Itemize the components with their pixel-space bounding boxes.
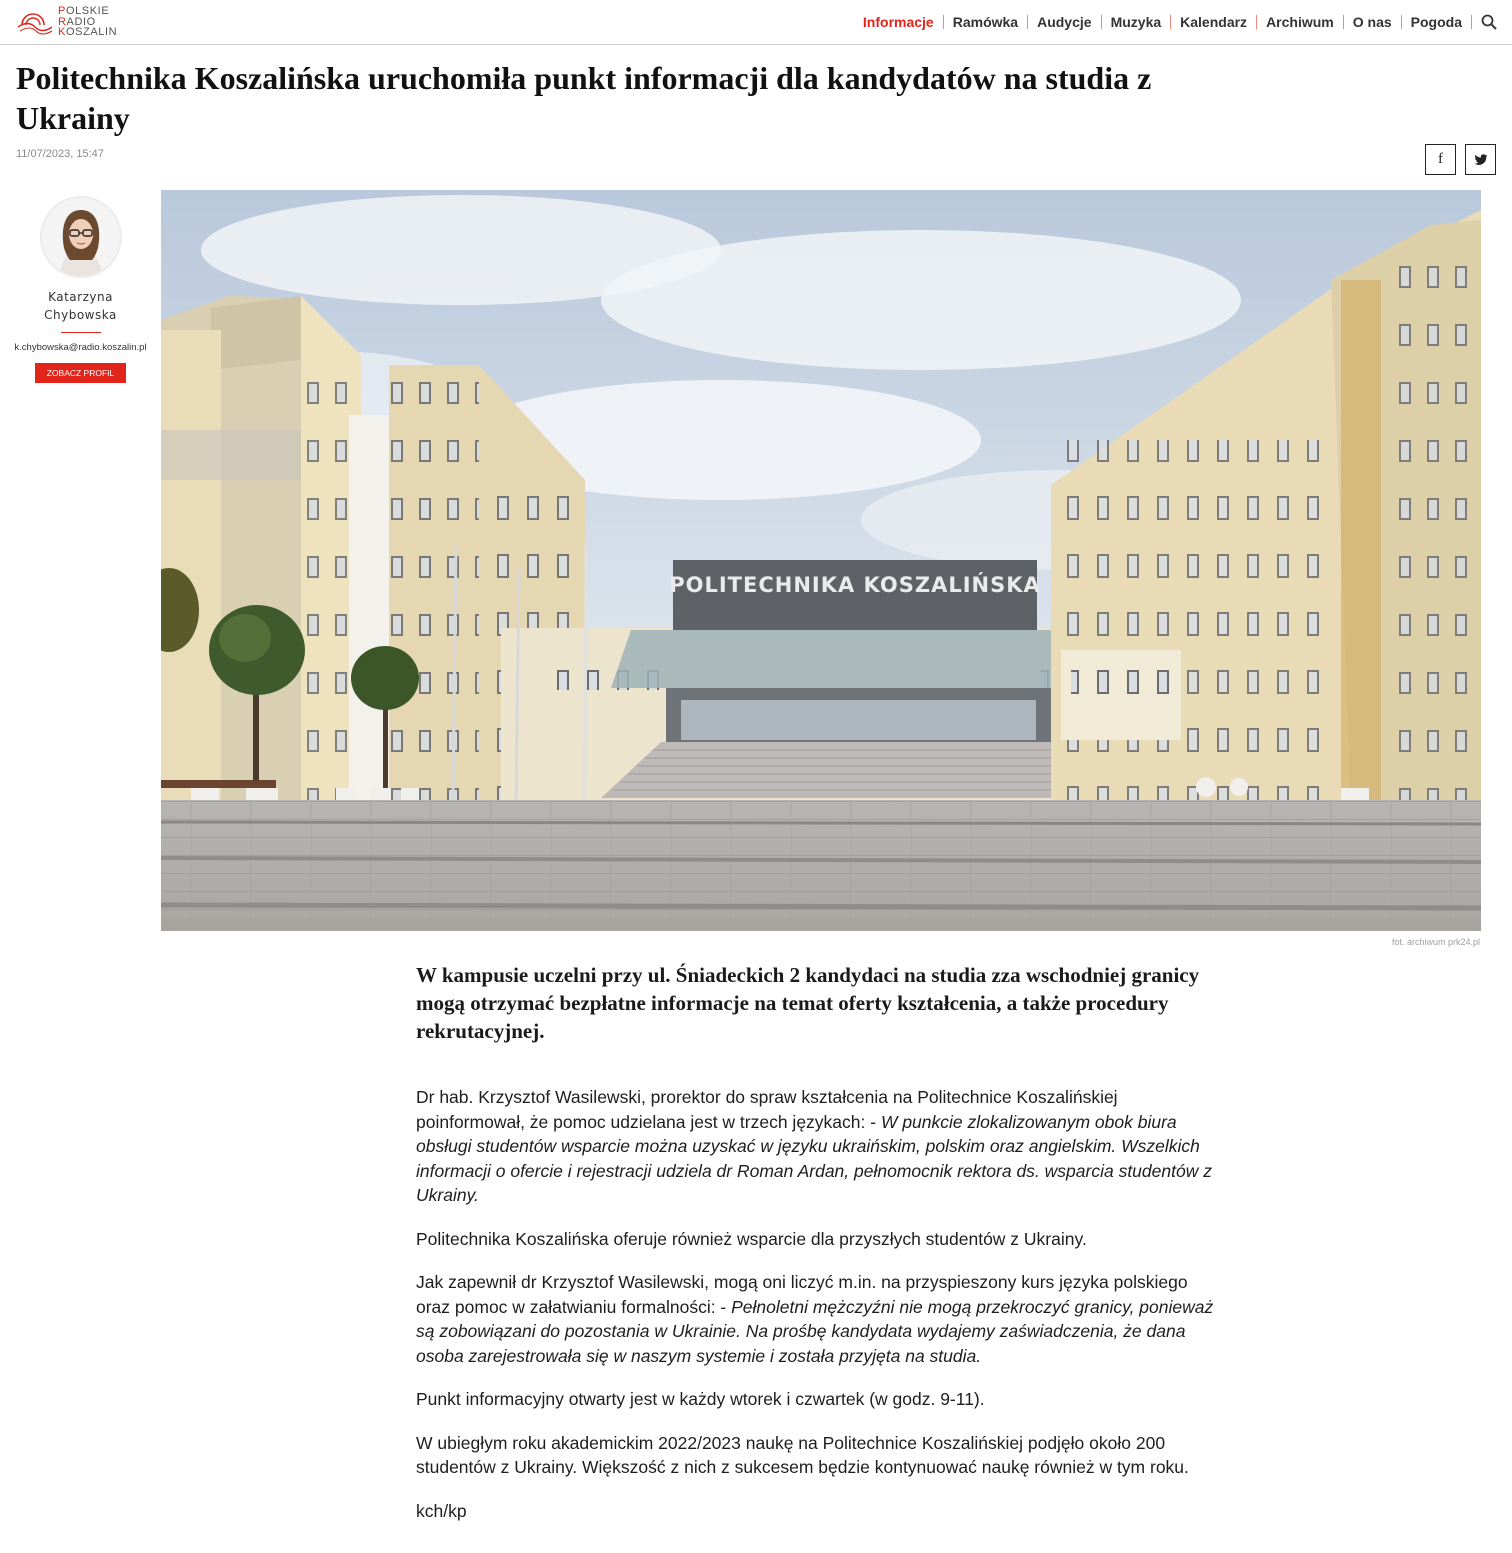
article-photo bbox=[161, 190, 1481, 931]
paragraph-1 bbox=[416, 1085, 1226, 1208]
paragraph-quote: Pełnoletni mężczyźni nie mogą przekroczyć granicy, ponieważ są zobowiązani do pozostania w Ukrainie. Na prośbę kandydata wydajemy zaświadczenia, że dana osoba zarejestrowała się w naszym systemie i została przyjęta na studia. bbox=[416, 1296, 1214, 1366]
logo-line-1: POLSKIE bbox=[58, 5, 110, 18]
nav-item-informacje[interactable]: Informacje bbox=[862, 14, 934, 30]
radio-wave-logo-icon bbox=[16, 5, 54, 39]
photo-credit: fot. archiwum prk24.pl bbox=[1391, 937, 1480, 947]
author-portrait bbox=[42, 198, 120, 276]
nav-item-ramowka[interactable]: Ramówka bbox=[952, 14, 1019, 30]
author-divider bbox=[61, 332, 101, 333]
paragraph-5 bbox=[416, 1431, 1226, 1480]
author-card bbox=[10, 196, 151, 383]
nav-item-kalendarz[interactable]: Kalendarz bbox=[1180, 14, 1248, 30]
paragraph-2 bbox=[416, 1227, 1226, 1252]
campus-building-image bbox=[161, 190, 1481, 931]
logo-wordmark bbox=[58, 6, 117, 38]
author-avatar[interactable] bbox=[40, 196, 122, 278]
nav-item-muzyka[interactable]: Muzyka bbox=[1110, 14, 1162, 30]
building-sign: POLITECHNIKA KOSZALIŃSKA bbox=[669, 573, 1041, 597]
article-lead: W kampusie uczelni przy ul. Śniadeckich 2 kandydaci na studia zza wschodniej granicy mogą otrzymać bezpłatne informacje na temat oferty kształcenia, a także procedury rekrutacyjnej. bbox=[416, 963, 1200, 1043]
logo-line-2: RADIO bbox=[58, 15, 96, 28]
twitter-bird-icon bbox=[1474, 154, 1488, 166]
author-initials: kch/kp bbox=[416, 1500, 467, 1521]
facebook-share-button[interactable] bbox=[1425, 144, 1456, 175]
author-last-name: Chybowska bbox=[44, 308, 117, 322]
nav-item-audycje[interactable]: Audycje bbox=[1037, 14, 1092, 30]
article-date: 11/07/2023, 15:47 bbox=[16, 148, 104, 160]
site-logo[interactable] bbox=[16, 5, 117, 39]
paragraph-text: Punkt informacyjny otwarty jest w każdy wtorek i czwartek (w godz. 9-11). bbox=[416, 1389, 985, 1409]
nav-item-o-nas[interactable]: O nas bbox=[1352, 14, 1392, 30]
paragraph-text: Politechnika Koszalińska oferuje również wsparcie dla przyszłych studentów z Ukrainy. bbox=[416, 1228, 1087, 1249]
search-icon bbox=[1481, 14, 1497, 30]
logo-line-3: KOSZALIN bbox=[58, 26, 118, 39]
paragraph-text: W ubiegłym roku akademickim 2022/2023 naukę na Politechnice Koszalińskiej podjęło około 200 studentów z Ukrainy. Większość z nich z sukcesem będzie kontynuować naukę również w tym roku. bbox=[416, 1432, 1189, 1477]
paragraph-text: Dr hab. Krzysztof Wasilewski, prorektor do spraw kształcenia na Politechnice Koszalińskiej poinformował, że pomoc udzielana jest w trzech językach: - bbox=[416, 1087, 1118, 1132]
paragraph-4 bbox=[416, 1387, 1226, 1412]
facebook-icon: f bbox=[1438, 151, 1443, 167]
author-name[interactable] bbox=[10, 288, 151, 324]
view-profile-button[interactable]: ZOBACZ PROFIL bbox=[35, 363, 127, 383]
nav-item-pogoda[interactable]: Pogoda bbox=[1410, 14, 1462, 30]
author-email[interactable]: k.chybowska@radio.koszalin.pl bbox=[14, 342, 147, 353]
paragraph-3 bbox=[416, 1270, 1226, 1368]
article-title: Politechnika Koszalińska uruchomiła punkt informacji dla kandydatów na studia z Ukrainy bbox=[16, 60, 1152, 136]
twitter-share-button[interactable] bbox=[1465, 144, 1496, 175]
main-nav bbox=[854, 0, 1502, 44]
paragraph-text: Jak zapewnił dr Krzysztof Wasilewski, mogą oni liczyć m.in. na przyspieszony kurs języka polskiego oraz pomoc w załatwianiu formalności: - bbox=[416, 1272, 1188, 1317]
nav-item-archiwum[interactable]: Archiwum bbox=[1266, 14, 1334, 30]
nav-divider bbox=[1471, 15, 1472, 29]
author-first-name: Katarzyna bbox=[48, 290, 113, 304]
paragraph-quote: W punkcie zlokalizowanym obok biura obsługi studentów wsparcie można uzyskać w języku ukraińskim, polskim oraz angielskim. Wszelkich informacji o ofercie i rejestracji udziela dr Roman Ardan, pełnomocnik rektora ds. wsparcia studentów z Ukrainy. bbox=[416, 1111, 1212, 1205]
search-button[interactable] bbox=[1476, 9, 1502, 35]
article-body bbox=[416, 1085, 1226, 1542]
top-bar bbox=[0, 0, 1512, 45]
paragraph-signature bbox=[416, 1499, 1226, 1524]
